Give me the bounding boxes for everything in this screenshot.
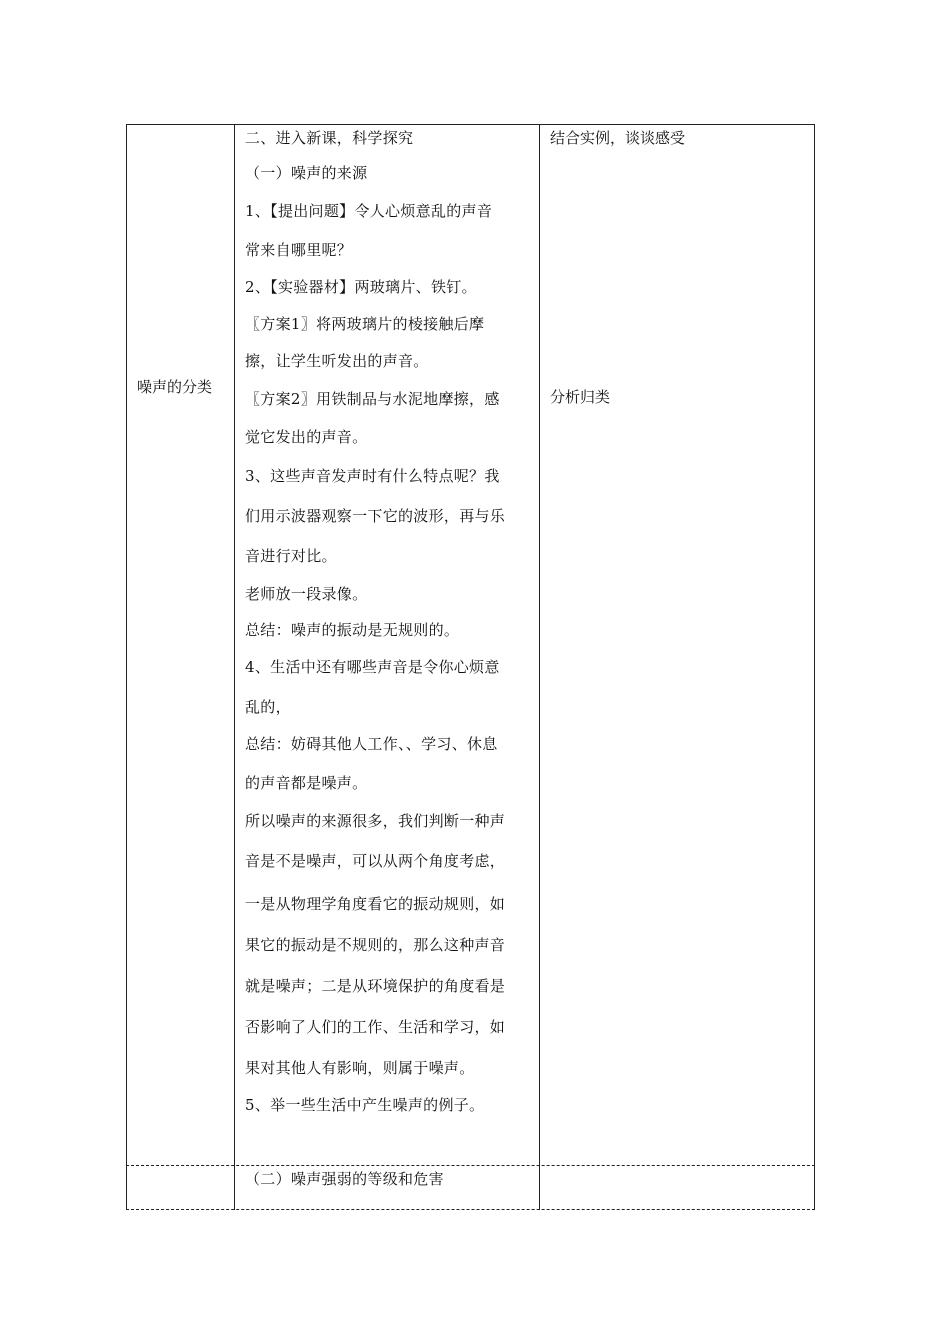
row-divider: [126, 1165, 815, 1166]
table-left-border: [126, 124, 127, 1210]
content-line: 的声音都是噪声。: [245, 774, 368, 792]
content-line: 果它的振动是不规则的，那么这种声音: [245, 936, 506, 954]
content-line: 所以噪声的来源很多，我们判断一种声: [245, 812, 506, 830]
content-line: 乱的，: [245, 698, 291, 716]
content-line: 总结：妨碍其他人工作、、学习、休息: [245, 735, 498, 753]
content-line: 就是噪声；二是从环境保护的角度看是: [245, 977, 506, 995]
content-line: 否影响了人们的工作、生活和学习，如: [245, 1018, 506, 1036]
content-line: 擦，让学生听发出的声音。: [245, 352, 429, 370]
content-line: 觉它发出的声音。: [245, 428, 368, 446]
content-line: 4、生活中还有哪些声音是令你心烦意: [245, 658, 500, 676]
content-line: 总结：噪声的振动是无规则的。: [245, 621, 460, 639]
content-line: 3、这些声音发声时有什么特点呢？我: [245, 467, 500, 485]
content-line: 音进行对比。: [245, 547, 337, 565]
student-activity-cell: 结合实例，谈谈感受: [550, 129, 686, 147]
column-divider-2: [539, 124, 540, 1210]
section-heading: （二）噪声强弱的等级和危害: [245, 1170, 444, 1188]
content-line: 2、【实验器材】两玻璃片、铁钉。: [245, 278, 477, 296]
content-line: 老师放一段录像。: [245, 585, 368, 603]
table-bottom-border: [126, 1209, 815, 1210]
content-line: 音是不是噪声，可以从两个角度考虑，: [245, 852, 506, 870]
content-line: 1、【提出问题】令人心烦意乱的声音: [245, 202, 493, 220]
topic-cell: 噪声的分类: [137, 378, 213, 396]
student-activity-cell-2: 分析归类: [550, 388, 611, 406]
content-line: 们用示波器观察一下它的波形，再与乐: [245, 507, 506, 525]
content-line: 一是从物理学角度看它的振动规则，如: [245, 895, 506, 913]
table-top-border: [126, 124, 815, 125]
content-line: 〖方案2〗用铁制品与水泥地摩擦，感: [245, 390, 500, 408]
content-line: 〖方案1〗将两玻璃片的棱接触后摩: [245, 315, 485, 333]
content-line: 果对其他人有影响，则属于噪声。: [245, 1059, 475, 1077]
table-right-border: [814, 124, 815, 1210]
content-line: 常来自哪里呢？: [245, 241, 353, 259]
column-divider-1: [234, 124, 235, 1210]
content-line: 5、举一些生活中产生噪声的例子。: [245, 1096, 485, 1114]
content-line: （一）噪声的来源: [245, 164, 368, 182]
content-line: 二、进入新课，科学探究: [245, 129, 414, 147]
